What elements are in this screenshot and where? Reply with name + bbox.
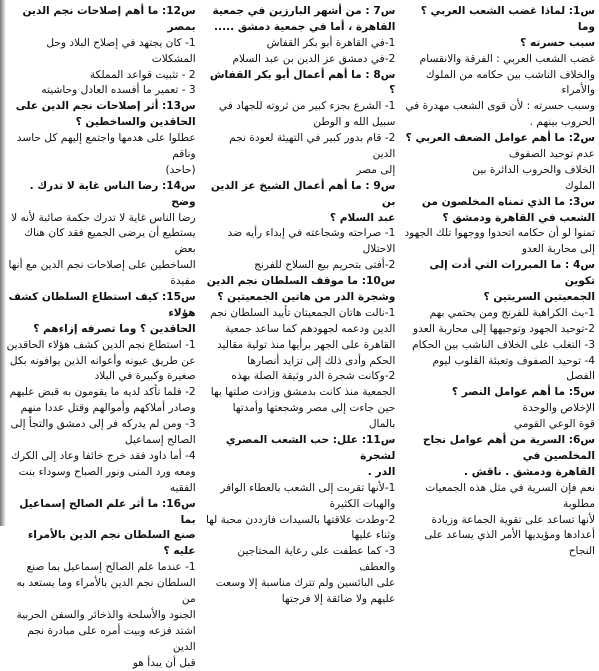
answer-line: والهبات الكثيرة [329, 497, 396, 510]
answer-line: يستطيع أن يرضى الجميع فقد كان هناك بعض [24, 227, 196, 256]
answer-line: 1- عندما علم الصالح إسماعيل بما صنع [26, 561, 196, 574]
answer-line: الدين ودعمه لجهودهم كما ساعد جمعية [224, 322, 396, 335]
question-heading: وشجرة الدر من هاتين الجمعيتين ؟ [217, 291, 396, 304]
question-heading: الحاقدين والساخطين ؟ [75, 116, 196, 129]
question-heading: س6: السرية من أهم عوامل نجاح المخلصين في [422, 434, 595, 462]
question-heading: س1: لماذا غضب الشعب العربي ؟ وما [420, 5, 595, 33]
answer-line: 2-وطدت علاقتها بالسيدات فازددن محبة لها [205, 513, 396, 526]
question-heading: الدر . [367, 465, 396, 478]
answer-line: لأنها تساعد على تقوية الجماعة وزيادة [431, 513, 595, 526]
answer-line: 2-توحيد الجهود وتوجيهها إلى محاربة العدو [413, 322, 595, 335]
answer-line: الفقيه [169, 481, 196, 494]
answer-line: وسبب حسرته : لأن قوى الشعب مهدرة في [405, 100, 595, 113]
answer-line: 2-وكانت شجرة الدر وثيقة الصلة بهذه [231, 370, 396, 383]
question-heading: س4 : ما المبررات التي أدت إلى تكوين [429, 259, 595, 288]
answer-line: 2-أفتى بتحريم بيع السلاح للفرنج [254, 259, 396, 272]
answer-line: الساخطين على إصلاحات نجم الدين مع أنها [8, 259, 196, 272]
answer-line: على البائسين ولم تترك مناسبة إلا وسعت [215, 577, 396, 590]
answer-line: مفيدة [170, 275, 196, 288]
question-heading: صنع السلطان نجم الدين بالأمراء عليه ؟ [27, 529, 196, 558]
question-heading: س8 : ما أهم أعمال أبو بكر القفاش ؟ [209, 68, 396, 97]
question-heading: س11: علل: حب الشعب المصري لشجرة [225, 434, 396, 462]
answer-line: 2- فلما تأكد لديه ما يقومون به قبض عليهم [9, 386, 196, 399]
question-heading: س14: رضا الناس غاية لا تدرك . وضح [29, 179, 196, 208]
answer-line: 1- صراحته وشجاعته في إبداء رأيه ضد [227, 227, 396, 240]
answer-line: اشتد فزعه وبيت أمره على مبادرة نجم الدين [27, 624, 196, 653]
answer-line: إلى مصر [356, 163, 396, 176]
answer-line: النجاح [568, 545, 595, 558]
column-middle [204, 4, 396, 605]
answer-line: عن طريق عيونه وأعوانه الذين يوافونه بكل [9, 354, 196, 367]
answer-line: 3 - تعمير ما أفسده العادل وحاشيته [41, 84, 196, 97]
answer-line: والخلاف الناشب بين حكامه من الملوك [425, 68, 595, 81]
answer-line: أعدادها ومؤيديها الأمر الذي يساعد على [424, 529, 595, 542]
question-heading: الجمعيتين السريتين ؟ [483, 291, 595, 304]
answer-line: 3- ومن لم يدركه فر إلى دمشق والتجأ إلى [10, 418, 196, 431]
answer-line: المشكلات [151, 52, 196, 65]
question-heading: سبب حسرته ؟ [520, 36, 595, 49]
answer-line: الحكم وأدى ذلك إلى تزايد أنصارها [247, 354, 396, 367]
answer-line: 2- قام بدور كبير في التهيئة لعودة نجم الدين [229, 132, 396, 161]
answer-line: 1- الشرع بجزء كبير من ثروته للجهاد في [218, 100, 396, 113]
question-heading: س9 : ما أهم أعمال الشيخ عز الدين بن [210, 179, 396, 208]
column-left [4, 4, 196, 669]
answer-line: نعم فإن السرية في مثل هذه الجمعيات مطلوبة [425, 481, 595, 510]
question-heading: س12: ما أهم إصلاحات نجم الدين بمصر [22, 5, 196, 33]
answer-line: وصادر أملاكهم وأموالهم وقتل عددا منهم [20, 402, 196, 415]
column-right [403, 4, 595, 558]
answer-line: 1- استطاع نجم الدين كشف هؤلاء الحاقدين [6, 338, 196, 351]
answer-line: 4- توحيد الصفوف وتعبئة القلوب ليوم الفصل [432, 354, 595, 383]
answer-line: عليهم ولا ضائقة إلا فرجتها [281, 592, 396, 605]
answer-line: 1-لأنها تقربت إلى الشعب بالعطاء الوافر [220, 481, 396, 494]
answer-line: 3- كما عطفت على رعاية المحتاجين والعطف [237, 545, 396, 574]
question-heading: س7 : من أشهر البارزين في جمعية [212, 5, 396, 17]
answer-line: الجمعية منذ كانت بدمشق وزادت صلتها بها [210, 386, 396, 399]
answer-line: 1-بث الكراهية للفرنج ومن يحتمي بهم [429, 306, 595, 319]
answer-line: (حاحد) [165, 163, 196, 176]
answer-line: 1- كان يجتهد في إصلاح البلاد وحل [46, 36, 196, 49]
answer-line: غضب الشعب العربي : الفرقة والانقسام [419, 52, 595, 65]
page-shadow [0, 0, 6, 526]
answer-line: عدم توحيد الصفوف [508, 148, 595, 161]
question-heading: القاهرة ودمشق . ناقش . [464, 465, 595, 478]
answer-line: 3- التغلب على الخلاف الناشب بين الحكام [412, 338, 595, 351]
answer-line: القاهرة على الجهر برأيها منذ تولية مقاليد [216, 338, 396, 351]
answer-line: 2 - تثبيت قواعد المملكة [89, 68, 196, 81]
answer-line: الحروب بينهم . [529, 116, 595, 129]
answer-line: 1-في القاهرة أبو بكر القفاش [266, 36, 396, 49]
answer-line: عطلوا على هدمها واجتمع إليهم كل حاسد وناقم [16, 132, 196, 161]
question-heading: س2: ما أهم عوامل الضعف العربي ؟ [405, 132, 595, 145]
answer-line: الجنود والأسلحة والذخائر والسفن الحربية [16, 608, 196, 621]
answer-line: 2-في دمشق عز الدين بن عبد السلام [232, 52, 396, 65]
answer-line: تمنوا لو أن حكامه اتحدوا ووجهوا تلك الجهود [404, 227, 595, 240]
answer-line: الصالح إسماعيل [124, 434, 196, 447]
answer-line: رضا الناس غاية لا تدرك حكمة صائبة لأنه لا [11, 211, 196, 224]
answer-line: قبل أن يبدأ هو [132, 656, 196, 669]
question-heading: عبد السلام ؟ [329, 211, 396, 224]
question-heading: الشعب في القاهرة ودمشق ؟ [442, 211, 595, 224]
question-heading: القاهرة ، أما في جمعية دمشق ..... [214, 20, 396, 33]
question-heading: س13: أثر إصلاحات نجم الدين على [15, 100, 196, 113]
question-heading: س3: ما الذي تمناه المخلصون من [421, 195, 595, 208]
answer-line: صغيرة وكبيرة في البلاد [94, 370, 196, 383]
answer-line: ومعه ورد المنى ونور الصباح وسوداء بنت [18, 465, 196, 478]
answer-line: قوة الوعي القومي [513, 418, 595, 431]
answer-line: إلى محاربة العدو [521, 243, 595, 256]
question-heading: س16: ما أثر علم الصالح إسماعيل بما [19, 497, 196, 526]
answer-line: الاحتلال [362, 243, 396, 256]
answer-line: الإخلاص والوحدة [522, 402, 595, 415]
question-heading: الحاقدين ؟ وما تصرفه إزاءهم ؟ [33, 322, 196, 335]
question-heading: س15: كيف استطاع السلطان كشف هؤلاء [8, 291, 196, 319]
answer-line: السلطان نجم الدين بالأمراء وما يستعد به من [16, 577, 196, 605]
answer-line: والأمراء [561, 84, 595, 97]
answer-line: وثناء عليها [351, 529, 396, 542]
answer-line: الملوك [564, 179, 595, 192]
answer-line: 1-نالت هاتان الجمعيتان تأييد السلطان نجم [210, 306, 396, 319]
answer-line: حين جاءت إلى مصر وشجعتها وأمدتها بالمال [232, 402, 396, 431]
answer-line: الخلاف والحروب الدائرة بين [472, 163, 595, 176]
question-heading: س5: ما أهم عوامل النصر ؟ [451, 386, 595, 399]
answer-line: 4- أما داود فقد خرج خائفا وعاد إلى الكرك [11, 449, 196, 462]
answer-line: سبيل الله و الوطن [313, 116, 396, 129]
question-heading: س10: ما موقف السلطان نجم الدين [206, 275, 396, 288]
